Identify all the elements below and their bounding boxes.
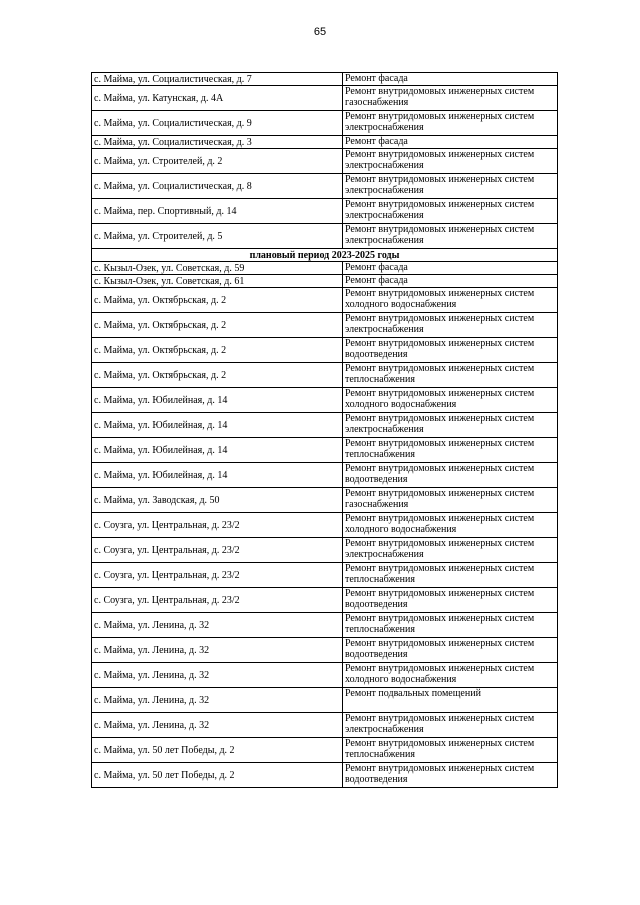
work-cell: Ремонт внутридомовых инженерных систем теплоснабжения xyxy=(343,438,558,463)
table-row xyxy=(92,224,558,249)
address-cell: с. Соузга, ул. Центральная, д. 23/2 xyxy=(92,563,343,588)
table-row xyxy=(92,111,558,136)
address-cell: с. Майма, ул. Октябрьская, д. 2 xyxy=(92,288,343,313)
address-cell: с. Майма, ул. Октябрьская, д. 2 xyxy=(92,338,343,363)
table-row xyxy=(92,713,558,738)
table-row xyxy=(92,763,558,788)
table-row xyxy=(92,488,558,513)
work-cell: Ремонт фасада xyxy=(343,275,558,288)
address-cell: с. Майма, ул. Социалистическая, д. 9 xyxy=(92,111,343,136)
table-row xyxy=(92,288,558,313)
table-row xyxy=(92,563,558,588)
address-cell: с. Майма, ул. Социалистическая, д. 3 xyxy=(92,136,343,149)
address-cell: с. Майма, ул. Юбилейная, д. 14 xyxy=(92,463,343,488)
work-cell: Ремонт внутридомовых инженерных систем холодного водоснабжения xyxy=(343,663,558,688)
address-cell: с. Майма, ул. Ленина, д. 32 xyxy=(92,613,343,638)
table-row xyxy=(92,463,558,488)
table-row xyxy=(92,738,558,763)
work-cell: Ремонт внутридомовых инженерных систем теплоснабжения xyxy=(343,613,558,638)
table-row xyxy=(92,199,558,224)
work-cell: Ремонт фасада xyxy=(343,262,558,275)
work-cell: Ремонт подвальных помещений xyxy=(343,688,558,713)
address-cell: с. Майма, ул. Ленина, д. 32 xyxy=(92,638,343,663)
address-cell: с. Майма, пер. Спортивный, д. 14 xyxy=(92,199,343,224)
works-table-body xyxy=(92,73,558,788)
address-cell: с. Кызыл-Озек, ул. Советская, д. 61 xyxy=(92,275,343,288)
work-cell: Ремонт внутридомовых инженерных систем водоотведения xyxy=(343,588,558,613)
table-row xyxy=(92,538,558,563)
work-cell: Ремонт внутридомовых инженерных систем электроснабжения xyxy=(343,111,558,136)
address-cell: с. Майма, ул. Катунская, д. 4А xyxy=(92,86,343,111)
work-cell: Ремонт внутридомовых инженерных систем электроснабжения xyxy=(343,199,558,224)
address-cell: с. Майма, ул. Октябрьская, д. 2 xyxy=(92,313,343,338)
work-cell: Ремонт внутридомовых инженерных систем теплоснабжения xyxy=(343,363,558,388)
work-cell: Ремонт внутридомовых инженерных систем холодного водоснабжения xyxy=(343,288,558,313)
table-row xyxy=(92,86,558,111)
work-cell: Ремонт внутридомовых инженерных систем водоотведения xyxy=(343,638,558,663)
table-row xyxy=(92,513,558,538)
table-row xyxy=(92,275,558,288)
table-row xyxy=(92,613,558,638)
table-row xyxy=(92,688,558,713)
address-cell: с. Майма, ул. Ленина, д. 32 xyxy=(92,688,343,713)
address-cell: с. Майма, ул. 50 лет Победы, д. 2 xyxy=(92,763,343,788)
table-row xyxy=(92,313,558,338)
work-cell: Ремонт внутридомовых инженерных систем электроснабжения xyxy=(343,538,558,563)
address-cell: с. Майма, ул. 50 лет Победы, д. 2 xyxy=(92,738,343,763)
table-row xyxy=(92,136,558,149)
address-cell: с. Майма, ул. Юбилейная, д. 14 xyxy=(92,413,343,438)
work-cell: Ремонт внутридомовых инженерных систем теплоснабжения xyxy=(343,738,558,763)
address-cell: с. Соузга, ул. Центральная, д. 23/2 xyxy=(92,588,343,613)
period-heading: плановый период 2023-2025 годы xyxy=(92,249,558,262)
work-cell: Ремонт внутридомовых инженерных систем газоснабжения xyxy=(343,488,558,513)
work-cell: Ремонт внутридомовых инженерных систем электроснабжения xyxy=(343,413,558,438)
work-cell: Ремонт внутридомовых инженерных систем газоснабжения xyxy=(343,86,558,111)
table-row xyxy=(92,363,558,388)
address-cell: с. Соузга, ул. Центральная, д. 23/2 xyxy=(92,538,343,563)
address-cell: с. Майма, ул. Социалистическая, д. 8 xyxy=(92,174,343,199)
address-cell: с. Майма, ул. Социалистическая, д. 7 xyxy=(92,73,343,86)
table-row xyxy=(92,638,558,663)
address-cell: с. Майма, ул. Строителей, д. 2 xyxy=(92,149,343,174)
table-row xyxy=(92,663,558,688)
work-cell: Ремонт внутридомовых инженерных систем электроснабжения xyxy=(343,313,558,338)
address-cell: с. Кызыл-Озек, ул. Советская, д. 59 xyxy=(92,262,343,275)
address-cell: с. Майма, ул. Октябрьская, д. 2 xyxy=(92,363,343,388)
table-row xyxy=(92,588,558,613)
work-cell: Ремонт фасада xyxy=(343,136,558,149)
work-cell: Ремонт внутридомовых инженерных систем холодного водоснабжения xyxy=(343,513,558,538)
table-row xyxy=(92,388,558,413)
work-cell: Ремонт внутридомовых инженерных систем холодного водоснабжения xyxy=(343,388,558,413)
address-cell: с. Майма, ул. Юбилейная, д. 14 xyxy=(92,388,343,413)
address-cell: с. Майма, ул. Ленина, д. 32 xyxy=(92,663,343,688)
work-cell: Ремонт внутридомовых инженерных систем электроснабжения xyxy=(343,224,558,249)
table-row xyxy=(92,413,558,438)
address-cell: с. Соузга, ул. Центральная, д. 23/2 xyxy=(92,513,343,538)
address-cell: с. Майма, ул. Ленина, д. 32 xyxy=(92,713,343,738)
table-row xyxy=(92,262,558,275)
work-cell: Ремонт внутридомовых инженерных систем электроснабжения xyxy=(343,174,558,199)
works-table xyxy=(91,72,558,788)
work-cell: Ремонт фасада xyxy=(343,73,558,86)
table-row xyxy=(92,73,558,86)
work-cell: Ремонт внутридомовых инженерных систем водоотведения xyxy=(343,763,558,788)
period-heading-row xyxy=(92,249,558,262)
address-cell: с. Майма, ул. Заводская, д. 50 xyxy=(92,488,343,513)
page-number: 65 xyxy=(313,26,327,38)
work-cell: Ремонт внутридомовых инженерных систем водоотведения xyxy=(343,463,558,488)
table-row xyxy=(92,338,558,363)
address-cell: с. Майма, ул. Юбилейная, д. 14 xyxy=(92,438,343,463)
table-row xyxy=(92,438,558,463)
work-cell: Ремонт внутридомовых инженерных систем электроснабжения xyxy=(343,149,558,174)
work-cell: Ремонт внутридомовых инженерных систем теплоснабжения xyxy=(343,563,558,588)
table-row xyxy=(92,149,558,174)
work-cell: Ремонт внутридомовых инженерных систем водоотведения xyxy=(343,338,558,363)
table-row xyxy=(92,174,558,199)
work-cell: Ремонт внутридомовых инженерных систем электроснабжения xyxy=(343,713,558,738)
address-cell: с. Майма, ул. Строителей, д. 5 xyxy=(92,224,343,249)
